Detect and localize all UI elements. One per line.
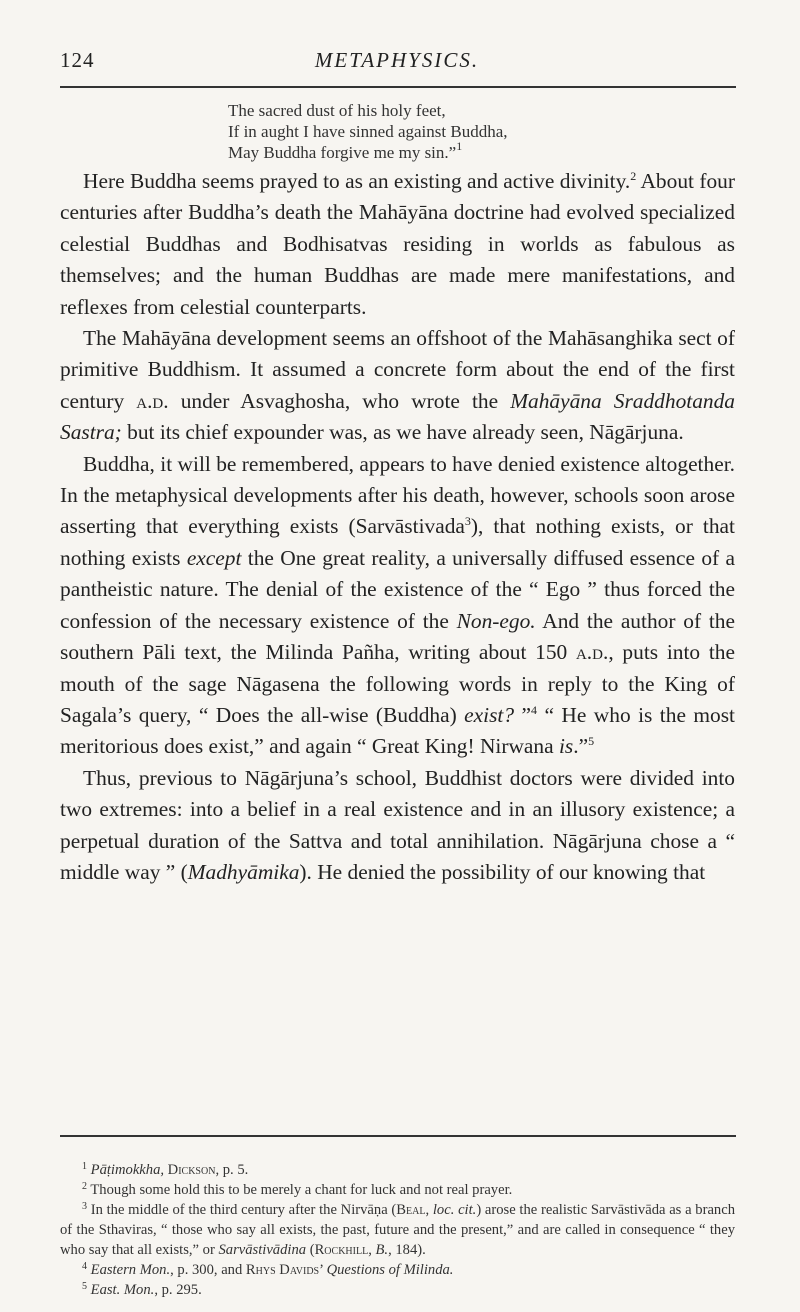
footnote-3-text-a: In the middle of the third century after the Nirvāṇa (	[90, 1202, 397, 1218]
footnote-4-title: Eastern Mon.	[90, 1262, 171, 1278]
footnote-5-rest: , p. 295.	[154, 1282, 202, 1298]
verse-quotation	[228, 100, 708, 163]
footnote-3-text-f: , 184).	[388, 1242, 426, 1258]
p3-text-c: the One great reality, a universally diffused essence of a pantheistic nature. The denial of the existence of the “ Ego ” thus forced the confession of the necessary existence of the	[60, 545, 735, 633]
paragraph-1	[60, 166, 735, 323]
footnote-1-num: 1	[82, 1161, 87, 1172]
verse-line-3-text: May Buddha forgive me my sin.”	[228, 143, 457, 162]
p3-ad: a.d.	[575, 640, 609, 665]
footnote-3-text-e: ,	[368, 1242, 376, 1258]
footnote-1-author: Dickson	[167, 1162, 216, 1178]
footnote-5	[60, 1280, 735, 1300]
p3-text-e: , puts into the mouth of the sage Nāgasena the following words in reply to the King of Sagala’s query, “ Does the all-wise (Buddha)	[60, 640, 735, 727]
p3-text-b: ), that nothing exists, or that nothing exists	[60, 514, 735, 570]
verse-line-2: If in aught I have sinned against Buddha,	[228, 122, 508, 141]
p1-text-a: Here Buddha seems prayed to as an existing and active divinity.	[83, 169, 631, 193]
p3-nonego: Non-ego.	[456, 608, 536, 633]
footnote-2	[60, 1180, 735, 1200]
footnote-3-rockhill: Rockhill	[314, 1242, 369, 1258]
footnote-5-title: East. Mon.	[90, 1282, 155, 1298]
header-rule	[60, 86, 736, 88]
p2-title: Mahāyāna Sraddhotanda Sastra;	[60, 388, 735, 445]
footnote-1-rest: , p. 5.	[215, 1162, 249, 1178]
p3-text-f: ”	[514, 702, 532, 727]
footnote-ref-3: 3	[464, 514, 471, 529]
footnote-ref-5: 5	[588, 734, 595, 749]
footnote-3-beal: Beal	[396, 1202, 426, 1218]
p2-text-a: The Mahāyāna development seems an offshoot of the Mahāsanghika sect of primitive Buddhism. It assumed a concrete form about the end of the first century	[60, 326, 735, 413]
p3-text-h: .”	[573, 734, 589, 759]
p3-text-g: “ He who is the most meritorious does exist,” and again “ Great King! Nirwana	[60, 702, 735, 759]
p3-text-d: And the author of the southern Pāli text, the Milinda Pañha, writing about 150	[60, 608, 735, 665]
p4-text-a: Thus, previous to Nāgārjuna’s school, Buddhist doctors were divided into two extremes: into a belief in a real existence and in an illusory existence; a perpetual duration of the Sattva and total annihilation. Nāgārjuna chose a “ middle way ” (	[60, 765, 735, 884]
footnote-4-num: 4	[82, 1261, 87, 1272]
p3-text-a: Buddha, it will be remembered, appears to have denied existence altogether. In the metaphysical developments after his death, however, schools soon arose asserting that everything exists (Sarvāstivada	[60, 451, 735, 539]
p4-term: Madhyāmika	[187, 859, 300, 884]
paragraph-2	[60, 323, 735, 449]
p3-except: except	[186, 545, 242, 570]
footnote-3-sarv: Sarvāstivādina	[218, 1242, 307, 1258]
running-title: METAPHYSICS.	[314, 48, 480, 72]
footnote-3	[60, 1200, 735, 1260]
paragraph-3	[60, 449, 735, 763]
footnote-4-text-b: ’	[319, 1262, 327, 1278]
body-text	[60, 166, 735, 888]
footnote-3-b: B.	[375, 1242, 389, 1258]
footnote-3-loc: loc. cit.	[432, 1202, 477, 1218]
verse-line-1: The sacred dust of his holy feet,	[228, 101, 446, 120]
verse-line-3	[228, 139, 708, 163]
footnote-4-questions: Questions of Milinda.	[326, 1262, 454, 1278]
footnote-2-text: Though some hold this to be merely a chant for luck and not real prayer.	[90, 1182, 513, 1198]
footnote-rule	[60, 1135, 736, 1137]
p2-ad: a.d.	[136, 388, 169, 413]
p2-text-b: under Asvaghosha, who wrote the	[168, 388, 511, 413]
p3-is: is	[558, 734, 574, 759]
page-number: 124	[60, 48, 95, 72]
p2-text-c: but its chief expounder was, as we have already seen, Nāgārjuna.	[121, 420, 684, 445]
footnote-ref-2: 2	[630, 169, 637, 183]
footnote-3-text-c: ) arose the realistic Sarvāstivāda as a branch of the Sthaviras, “ those who say all exists, the past, future and the present,” and are called in consequence “ they who say that all exists,” or	[60, 1202, 735, 1258]
paragraph-4	[60, 763, 735, 889]
footnote-ref-4: 4	[531, 702, 538, 717]
p1-text-b: About four centuries after Buddha’s death the Mahāyāna doctrine had evolved specialized celestial Buddhas and Bodhisatvas residing in worlds as fabulous as themselves; and the human Buddhas are made mere manifestations, and reflexes from celestial counterparts.	[60, 169, 735, 319]
footnote-2-num: 2	[82, 1181, 87, 1192]
p4-text-b: ). He denied the possibility of our knowing that	[299, 859, 706, 884]
footnote-5-num: 5	[82, 1281, 87, 1292]
footnote-4-rhys: Rhys Davids	[245, 1262, 320, 1278]
footnote-4-text-a: , p. 300, and	[170, 1262, 246, 1278]
footnote-3-text-d: (	[306, 1242, 315, 1258]
footnote-ref-1: 1	[456, 139, 463, 153]
footnote-3-text-b: ,	[425, 1202, 433, 1218]
footnote-1	[60, 1160, 735, 1180]
page-header	[60, 48, 734, 88]
p3-exist: exist?	[464, 702, 515, 727]
footnote-3-num: 3	[82, 1201, 87, 1212]
footnote-1-title: Pāṭimokkha,	[90, 1162, 165, 1178]
footnotes	[60, 1160, 735, 1300]
footnote-4	[60, 1260, 735, 1280]
